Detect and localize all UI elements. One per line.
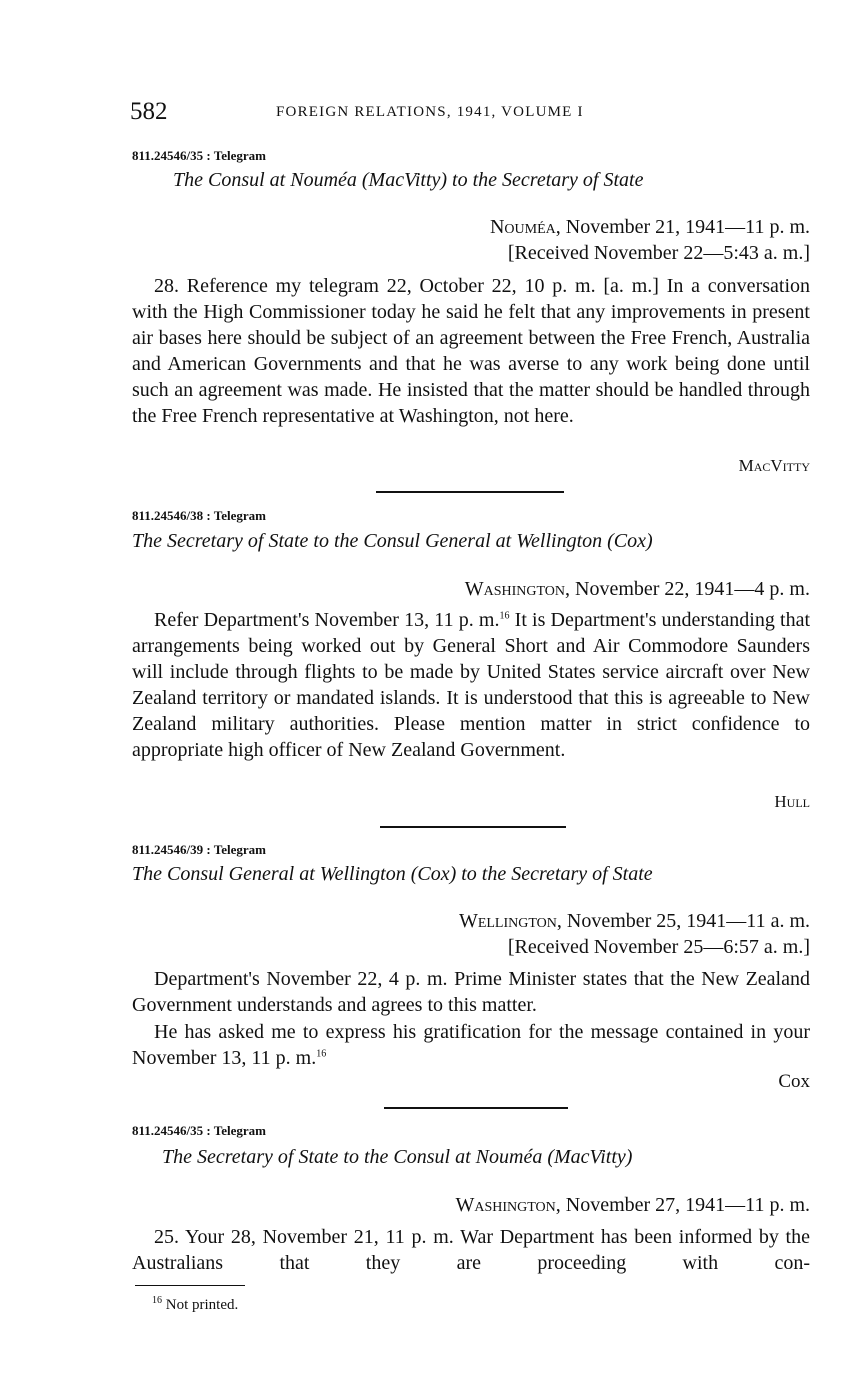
telegram-body: Department's November 22, 4 p. m. Prime Minister states that the New Zealand Government understands and agrees to this matter. [132, 968, 810, 1016]
received-line: [Received November 25—6:57 a. m.] [507, 936, 810, 958]
footnote-mark: 16 [152, 1295, 162, 1306]
document-title: The Secretary of State to the Consul at Nouméa (MacVitty) [162, 1146, 633, 1168]
signature: MacVitty [738, 456, 810, 475]
file-number: 811.24546/35 : Telegram [132, 148, 266, 163]
page-number: 582 [130, 98, 168, 125]
section-divider [384, 1107, 568, 1109]
dateline-date: , November 27, 1941—11 p. m. [555, 1194, 810, 1216]
footnote-reference: 16 [316, 1048, 327, 1060]
dateline-date: , November 22, 1941—4 p. m. [565, 578, 810, 600]
page-header [130, 98, 810, 128]
dateline-place: Nouméa [489, 216, 556, 238]
section-divider [380, 826, 566, 828]
telegram-body [132, 607, 810, 763]
running-head: FOREIGN RELATIONS, 1941, VOLUME I [276, 104, 584, 120]
dateline-place: Washington [464, 578, 566, 600]
file-number: 811.24546/38 : Telegram [132, 508, 266, 523]
dateline [465, 578, 810, 601]
footnote-divider [135, 1285, 245, 1286]
body-part: It is Department's understanding that arrangements being worked out by General Short and Air Commodore Saunders will include through flights to be made by United States service aircraft over New Zealand territory or mandated islands. It is understood that this is agreeable to New Zealand military authorities. Please mention matter in strict confidence to appropriate high officer of New Zealand Government. [132, 609, 810, 761]
dateline-date: , November 25, 1941—11 a. m. [556, 910, 810, 932]
dateline-place: Wellington [458, 910, 557, 932]
dateline-date: , November 21, 1941—11 p. m. [555, 216, 810, 238]
telegram-body [132, 1019, 810, 1071]
file-number: 811.24546/35 : Telegram [132, 1123, 266, 1138]
document-title: The Secretary of State to the Consul General at Wellington (Cox) [132, 530, 653, 552]
document-title: The Consul General at Wellington (Cox) to the Secretary of State [132, 863, 653, 885]
dateline-place: Washington [455, 1194, 556, 1216]
telegram-body: 25. Your 28, November 21, 11 p. m. War Department has been informed by the Australians that they are proceeding with con- [132, 1226, 810, 1274]
footnote-reference: 16 [499, 610, 510, 622]
dateline [459, 910, 810, 933]
section-divider [376, 491, 564, 493]
signature: Cox [778, 1071, 810, 1092]
footnote [152, 1297, 238, 1314]
telegram-body: 28. Reference my telegram 22, October 22, 10 p. m. [a. m.] In a conversation with the High Commissioner today he said he felt that any improvements in present air bases here should be subject of an agreement between the Free French, Australia and American Governments and that he was averse to any work being done until such an agreement was made. He insisted that the matter should be handled through the Free French representative at Washington, not here. [132, 275, 810, 427]
received-line: [Received November 22—5:43 a. m.] [507, 242, 810, 264]
body-part: He has asked me to express his gratification for the message contained in your November 13, 11 p. m. [132, 1021, 810, 1069]
file-number: 811.24546/39 : Telegram [132, 842, 266, 857]
signature: Hull [774, 792, 810, 811]
footnote-text: Not printed. [165, 1297, 239, 1313]
document-title: The Consul at Nouméa (MacVitty) to the Secretary of State [173, 169, 644, 191]
body-part: Refer Department's November 13, 11 p. m. [154, 609, 500, 631]
dateline [490, 216, 810, 239]
dateline [455, 1194, 810, 1217]
